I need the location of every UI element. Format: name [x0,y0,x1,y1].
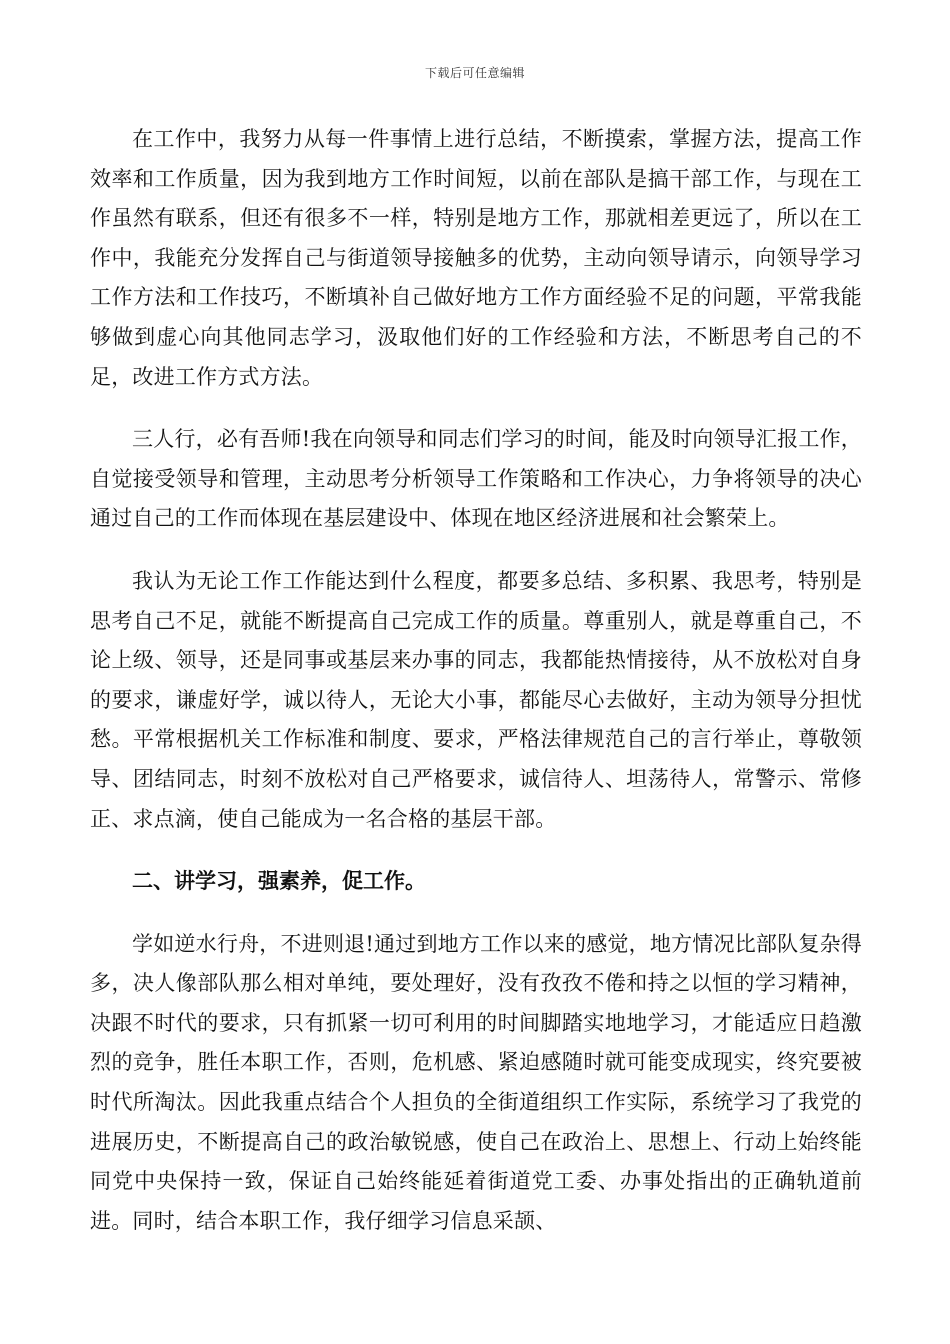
paragraph-study: 学如逆水行舟，不进则退!通过到地方工作以来的感觉，地方情况比部队复杂得多，决人像部队那么相对单纯，要处理好，没有孜孜不倦和持之以恒的学习精神，决跟不时代的要求，只有抓紧一切可利用的时间脚踏实地地学习，才能适应日趋激烈的竞争，胜任本职工作，否则，危机感、紧迫感随时就可能变成现实，终究要被时代所淘汰。因此我重点结合个人担负的全街道组织工作实际，系统学习了我党的进展历史，不断提高自己的政治敏锐感，使自己在政治上、思想上、行动上始终能同党中央保持一致，保证自己始终能延着街道党工委、办事处指出的正确轨道前进。同时，结合本职工作，我仔细学习信息采颉、 [90,931,862,1233]
header-note: 下载后可任意编辑 [424,66,525,80]
paragraph-work-summary: 在工作中，我努力从每一件事情上进行总结，不断摸索，掌握方法，提高工作效率和工作质量，因为我到地方工作时间短，以前在部队是搞干部工作，与现在工作虽然有联系，但还有很多不一样，特别是地方工作，那就相差更远了，所以在工作中，我能充分发挥自己与街道领导接触多的优势，主动向领导请示，向领导学习工作方法和工作技巧，不断填补自己做好地方工作方面经验不足的问题，平常我能够做到虚心向其他同志学习，汲取他们好的工作经验和方法，不断思考自己的不足，改进工作方式方法。 [90,127,862,389]
paragraph-self-reflection: 我认为无论工作工作能达到什么程度，都要多总结、多积累、我思考，特别是思考自己不足，就能不断提高自己完成工作的质量。尊重别人，就是尊重自己，不论上级、领导，还是同事或基层来办事的同志，我都能热情接待，从不放松对自身的要求，谦虚好学，诚以待人，无论大小事，都能尽心去做好，主动为领导分担忧愁。平常根据机关工作标准和制度、要求，严格法律规范自己的言行举止，尊敬领导、团结同志，时刻不放松对自己严格要求，诚信待人、坦荡待人，常警示、常修正、求点滴，使自己能成为一名合格的基层干部。 [90,568,862,831]
section-heading: 二、讲学习，强素养，促工作。 [132,869,426,894]
paragraph-learning-from-others: 三人行，必有吾师!我在向领导和同志们学习的时间，能及时向领导汇报工作，自觉接受领导和管理，主动思考分析领导工作策略和工作决心，力争将领导的决心通过自己的工作而体现在基层建设中、体现在地区经济进展和社会繁荣上。 [90,427,862,531]
document-body [90,120,862,1264]
